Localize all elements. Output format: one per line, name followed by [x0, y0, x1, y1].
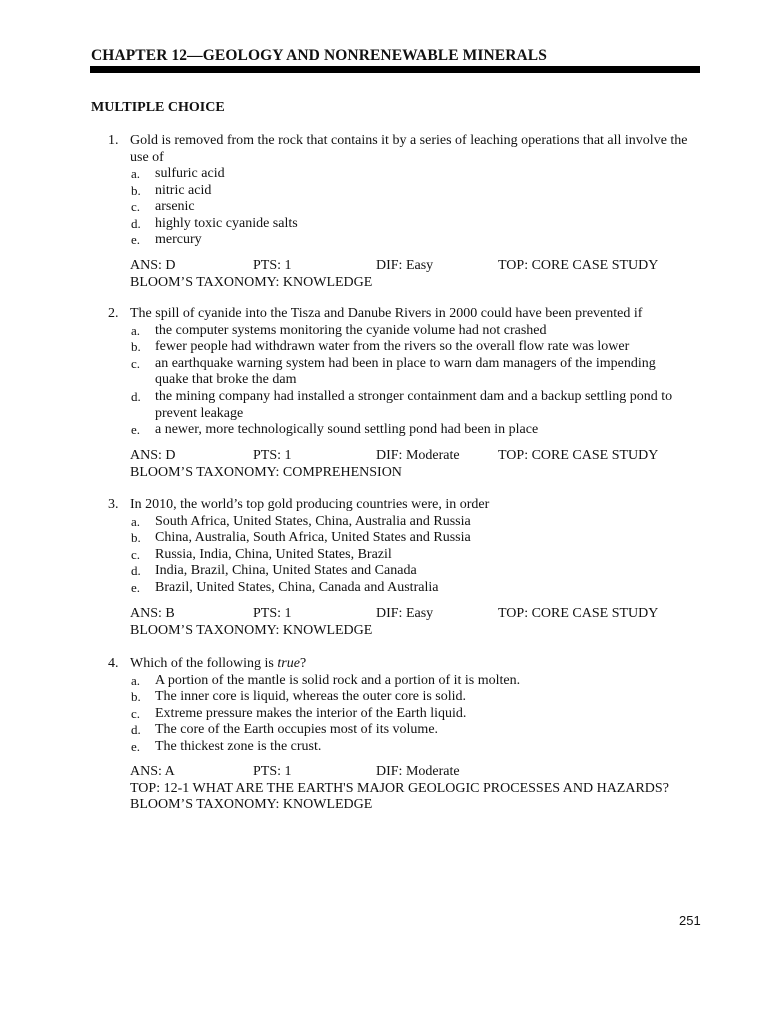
option-text: Extreme pressure makes the interior of the Earth liquid. — [155, 705, 467, 721]
option-e — [130, 580, 690, 597]
option-letter: b. — [131, 182, 141, 198]
question-stem: Gold is removed from the rock that contains it by a series of leaching operations that all involve the use of — [130, 133, 688, 165]
difficulty: DIF: Moderate — [376, 764, 460, 779]
option-letter: e. — [131, 232, 141, 248]
option-c — [130, 199, 690, 216]
points: PTS: 1 — [253, 764, 292, 779]
option-letter: c. — [131, 199, 141, 215]
points: PTS: 1 — [253, 448, 292, 463]
option-text: the computer systems monitoring the cyanide volume had not crashed — [155, 322, 547, 338]
option-text: fewer people had withdrawn water from the rivers so the overall flow rate was lower — [155, 339, 630, 355]
option-text: China, Australia, South Africa, United States and Russia — [155, 530, 471, 546]
answer-options — [130, 673, 690, 756]
answer-metadata — [130, 606, 700, 639]
chapter-title: CHAPTER 12—GEOLOGY AND NONRENEWABLE MINERALS — [91, 47, 547, 64]
stem-emphasis: true — [277, 656, 300, 671]
topic: TOP: CORE CASE STUDY — [498, 606, 659, 621]
option-c — [130, 547, 690, 564]
option-letter: a. — [131, 513, 141, 529]
option-letter: b. — [131, 689, 141, 705]
option-text: an earthquake warning system had been in place to warn dam managers of the impending quake that broke the dam — [155, 355, 656, 388]
points: PTS: 1 — [253, 606, 292, 621]
option-e — [130, 232, 690, 249]
option-text: the mining company had installed a stronger containment dam and a backup settling pond to prevent leakage — [155, 388, 673, 421]
option-d — [130, 722, 690, 739]
answer-metadata — [130, 764, 700, 814]
option-letter: e. — [131, 422, 141, 438]
option-text: mercury — [155, 232, 202, 248]
option-letter: e. — [131, 738, 141, 754]
option-letter: a. — [131, 166, 141, 181]
option-letter: d. — [131, 563, 141, 579]
option-letter: b. — [131, 530, 141, 546]
option-letter: a. — [131, 322, 141, 338]
option-b — [130, 183, 690, 200]
answer-key: ANS: D — [130, 448, 176, 463]
option-letter: c. — [131, 355, 141, 371]
page-number: 251 — [679, 913, 701, 928]
option-text: Russia, India, China, United States, Brazil — [155, 546, 392, 562]
option-c — [130, 356, 690, 389]
blooms-taxonomy: BLOOM’S TAXONOMY: KNOWLEDGE — [130, 274, 373, 290]
question-stem — [130, 656, 690, 673]
option-letter: a. — [131, 672, 141, 688]
option-letter: c. — [131, 546, 141, 562]
answer-key: ANS: B — [130, 606, 175, 621]
option-a — [130, 514, 690, 531]
question-number: 4. — [108, 656, 119, 671]
blooms-taxonomy: BLOOM’S TAXONOMY: KNOWLEDGE — [130, 797, 373, 813]
difficulty: DIF: Easy — [376, 606, 434, 621]
answer-metadata — [130, 448, 700, 481]
option-text: arsenic — [155, 199, 195, 215]
option-text: a newer, more technologically sound settling pond had been in place — [155, 422, 539, 438]
option-text: A portion of the mantle is solid rock and a portion of it is molten. — [155, 672, 521, 688]
blooms-taxonomy: BLOOM’S TAXONOMY: COMPREHENSION — [130, 464, 402, 480]
option-c — [130, 706, 690, 723]
answer-key: ANS: A — [130, 764, 175, 779]
option-text: The inner core is liquid, whereas the outer core is solid. — [155, 689, 467, 705]
option-letter: b. — [131, 339, 141, 355]
topic: TOP: CORE CASE STUDY — [498, 448, 659, 463]
option-text: The core of the Earth occupies most of its volume. — [155, 722, 439, 738]
answer-options — [130, 323, 690, 439]
stem-text: ? — [299, 656, 307, 671]
option-e — [130, 739, 690, 756]
option-letter: d. — [131, 215, 141, 231]
option-text: South Africa, United States, China, Australia and Russia — [155, 513, 471, 529]
option-d — [130, 563, 690, 580]
answer-options — [130, 514, 690, 597]
difficulty: DIF: Moderate — [376, 448, 460, 463]
option-letter: d. — [131, 388, 141, 404]
stem-text: Which of the following is — [130, 656, 278, 671]
topic: TOP: CORE CASE STUDY — [498, 258, 659, 273]
option-a — [130, 166, 690, 183]
option-letter: d. — [131, 722, 141, 738]
question-stem: The spill of cyanide into the Tisza and Danube Rivers in 2000 could have been prevented if — [130, 306, 643, 321]
answer-key: ANS: D — [130, 258, 176, 273]
option-d — [130, 389, 690, 422]
topic: TOP: 12-1 WHAT ARE THE EARTH'S MAJOR GEOLOGIC PROCESSES AND HAZARDS? — [130, 780, 669, 796]
option-text: The thickest zone is the crust. — [155, 738, 322, 754]
option-d — [130, 216, 690, 233]
question-number: 2. — [108, 306, 119, 321]
option-b — [130, 530, 690, 547]
section-heading: MULTIPLE CHOICE — [91, 100, 225, 115]
question-stem: In 2010, the world’s top gold producing countries were, in order — [130, 497, 490, 512]
answer-metadata — [130, 258, 700, 291]
option-a — [130, 323, 690, 340]
option-b — [130, 339, 690, 356]
option-letter: e. — [131, 579, 141, 595]
option-e — [130, 422, 690, 439]
option-text: India, Brazil, China, United States and Canada — [155, 563, 417, 579]
option-text: Brazil, United States, China, Canada and Australia — [155, 579, 439, 595]
difficulty: DIF: Easy — [376, 258, 434, 273]
blooms-taxonomy: BLOOM’S TAXONOMY: KNOWLEDGE — [130, 622, 373, 638]
option-text: highly toxic cyanide salts — [155, 215, 298, 231]
option-a — [130, 673, 690, 690]
option-text: nitric acid — [155, 182, 212, 198]
title-rule — [90, 66, 700, 73]
points: PTS: 1 — [253, 258, 292, 273]
question-number: 3. — [108, 497, 119, 512]
option-text: sulfuric acid — [155, 166, 225, 181]
option-letter: c. — [131, 705, 141, 721]
answer-options — [130, 166, 690, 249]
question-number: 1. — [108, 133, 119, 148]
option-b — [130, 689, 690, 706]
